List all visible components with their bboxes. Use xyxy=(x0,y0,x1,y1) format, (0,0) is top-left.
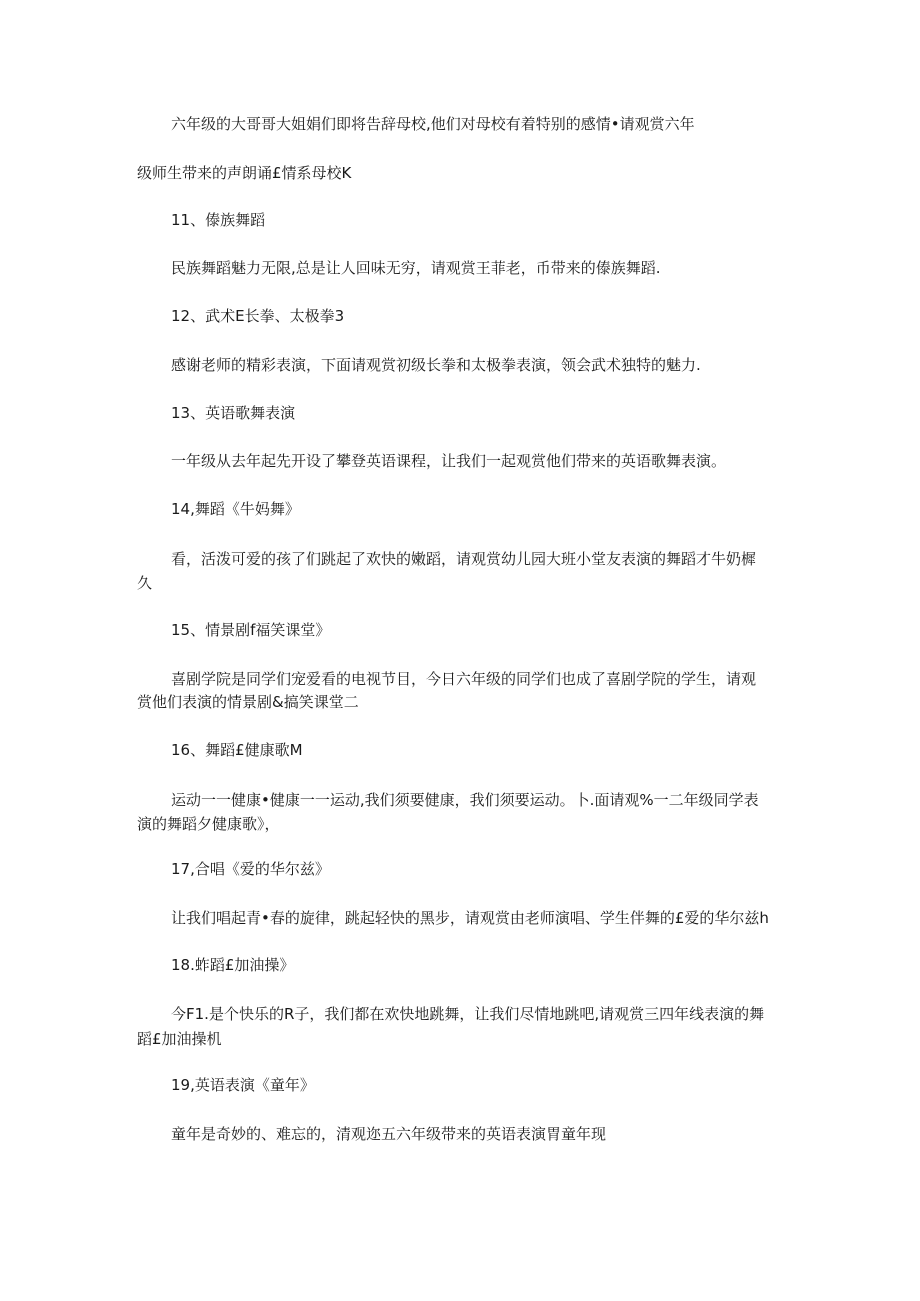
text-line: 喜剧学院是同学们宠爱看的电视节目，今日六年级的同学们也成了喜剧学院的学生，请观 xyxy=(171,670,757,688)
text-line: 六年级的大哥哥大姐娟们即将告辞母校,他们对母校有着特别的感情•请观赏六年 xyxy=(171,115,695,133)
text-line: 级师生带来的声朗诵£情系母校K xyxy=(137,164,352,182)
text-line: 童年是奇妙的、难忘的，清观迩五六年级带来的英语表演胃童年现 xyxy=(171,1125,607,1143)
section-heading: 14,舞蹈《牛妈舞》 xyxy=(171,500,300,518)
text-line: 运动一一健康•健康一一运动,我们须要健康，我们须要运动。卜.面请观%一二年级同学表 xyxy=(171,791,759,809)
text-line: 久 xyxy=(137,574,153,592)
section-heading: 11、傣族舞蹈 xyxy=(171,211,266,229)
section-heading: 18.蚱蹈£加油操》 xyxy=(171,956,295,974)
text-line: 让我们唱起青•春的旋律，跳起轻快的黑步，请观赏由老师演唱、学生伴舞的£爱的华尔兹h xyxy=(171,909,769,927)
section-heading: 13、英语歌舞表演 xyxy=(171,404,296,422)
section-heading: 19,英语表演《童年》 xyxy=(171,1076,315,1094)
text-line: 一年级从去年起先开设了攀登英语课程，让我们一起观赏他们带来的英语歌舞表演。 xyxy=(171,452,727,470)
text-line: 民族舞蹈魅力无限,总是让人回味无穷，请观赏王菲老，币带来的傣族舞蹈. xyxy=(171,259,661,277)
section-heading: 17,合唱《爱的华尔兹》 xyxy=(171,860,330,878)
text-line: 赏他们表演的情景剧&搞笑课堂二 xyxy=(137,693,359,711)
section-heading: 16、舞蹈£健康歌M xyxy=(171,741,303,759)
text-line: 感谢老师的精彩表演，下面请观赏初级长拳和太极拳表演，领会武术独特的魅力. xyxy=(171,356,701,374)
section-heading: 12、武术E长拳、太极拳3 xyxy=(171,307,345,325)
text-line: 看，活泼可爱的孩了们跳起了欢快的嫩蹈，请观赏幼儿园大班小堂友表演的舞蹈才牛奶樨 xyxy=(171,550,757,568)
text-line: 演的舞蹈夕健康歌》， xyxy=(137,815,280,833)
text-line: 蹈£加油操机 xyxy=(137,1030,222,1048)
section-heading: 15、情景剧f福笑课堂》 xyxy=(171,621,331,639)
text-line: 今F1.是个快乐的R子，我们都在欢快地跳舞，让我们尽情地跳吧,请观赏三四年线表演的舞 xyxy=(171,1005,765,1023)
